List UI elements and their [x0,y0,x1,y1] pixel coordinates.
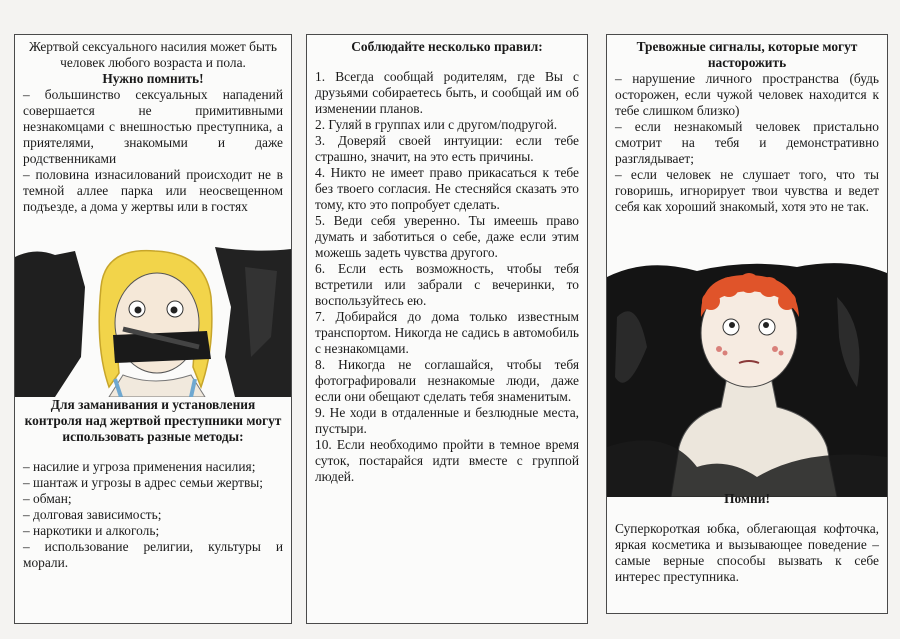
gagged-girl-illustration [15,247,291,397]
method-item: – обман; [23,491,72,506]
rule-item: 7. Добирайся до дома только известным транспортом. Никогда не садись в автомобиль с незнакомцами. [315,309,579,356]
boy-illustration [607,257,887,497]
method-item: – использование религии, культуры и морали. [23,539,283,570]
rule-item: 9. Не ходи в отдаленные и безлюдные места, пустыри. [315,405,579,436]
right-panel [606,34,888,614]
signal-item: – если человек не слушает того, что ты говоришь, игнорирует твои чувства и ведет себя как хороший знакомый, хотя это не так. [615,167,879,214]
method-item: – наркотики и алкоголь; [23,523,160,538]
method-item: – насилие и угроза применения насилия; [23,459,256,474]
rule-item: 2. Гуляй в группах или с другом/подругой. [315,117,558,132]
left-panel [14,34,292,624]
rule-item: 5. Веди себя уверенно. Ты имеешь право думать и заботиться о себе, даже если этим можешь задеть чувства другого. [315,213,579,260]
rule-item: 4. Никто не имеет право прикасаться к тебе без твоего согласия. Не стесняйся сказать это тому, кто это попробует сделать. [315,165,579,212]
fact-item: – половина изнасилований происходит не в темной аллее парка или неосвещенном подъезде, а дома у жертвы или в гостях [23,167,283,214]
method-item: – долговая зависимость; [23,507,162,522]
rule-item: 3. Доверяй своей интуиции: если тебе страшно, значит, на это есть причины. [315,133,579,164]
rule-item: 8. Никогда не соглашайся, чтобы тебя фотографировали незнакомые люди, даже если они обещают сделать тебя знаменитым. [315,357,579,404]
remember-heading: Нужно помнить! [102,71,204,86]
rule-item: 1. Всегда сообщай родителям, где Вы с друзьями собираетесь быть, и сообщай им об изменении планов. [315,69,579,116]
left-intro: Жертвой сексуального насилия может быть человек любого возраста и пола. [29,39,277,70]
rules-heading: Соблюдайте несколько правил: [351,39,543,54]
rule-item: 10. Если необходимо пройти в темное время суток, постарайся идти вместе с группой людей. [315,437,579,484]
method-item: – шантаж и угрозы в адрес семьи жертвы; [23,475,264,490]
methods-heading: Для заманивания и установления контроля над жертвой преступники могут использовать разные методы: [24,397,282,444]
rule-item: 6. Если есть возможность, чтобы тебя встретили или забрали с вечеринки, то воспользуйтесь ею. [315,261,579,308]
fact-item: – большинство сексуальных нападений совершается не примитивными незнакомцами с внешностью преступника, а приятелями, знакомыми и даже родственниками [23,87,283,166]
signal-item: – если незнакомый человек пристально смотрит на тебя и демонстративно разглядывает; [615,119,879,166]
middle-panel [306,34,588,624]
signals-heading: Тревожные сигналы, которые могут насторожить [636,39,858,70]
signal-item: – нарушение личного пространства (будь осторожен, если чужой человек находится к тебе слишком близко) [615,71,879,118]
right-remember-heading: Помни! [724,491,770,506]
closing-text: Суперкороткая юбка, облегающая кофточка, яркая косметика и вызывающее поведение – самые верные способы вызвать к себе интерес преступника. [615,521,879,584]
